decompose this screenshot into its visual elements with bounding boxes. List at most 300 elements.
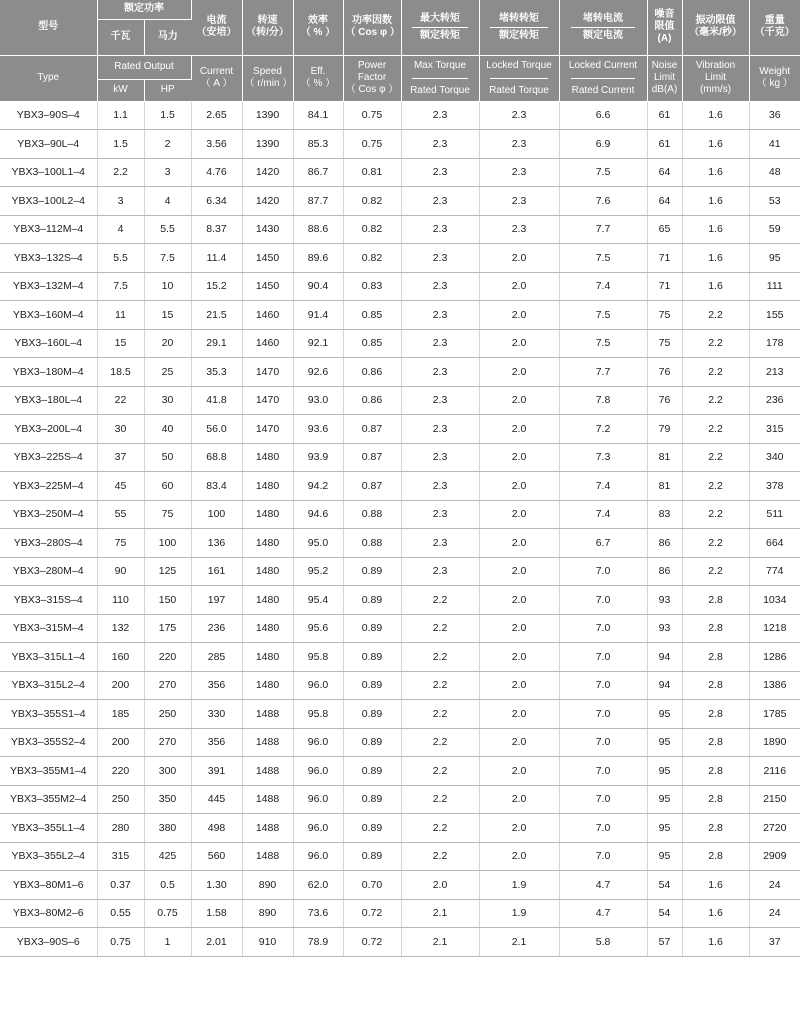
table-row [0,415,800,444]
header-weight-en-text: Weight （ kg ） [756,66,793,89]
cell-locked-torque-ratio: 2.0 [479,472,559,501]
cell-type: YBX3–100L2–4 [0,187,97,216]
cell-max-torque-ratio: 2.3 [401,187,479,216]
cell-locked-torque-ratio: 2.0 [479,500,559,529]
cell-vibration: 1.6 [682,871,749,900]
cell-vibration: 2.2 [682,443,749,472]
cell-type: YBX3–355M2–4 [0,785,97,814]
cell-locked-current-ratio: 7.0 [559,728,647,757]
cell-noise: 71 [647,244,682,273]
cell-locked-current-ratio: 7.0 [559,842,647,871]
cell-vibration: 1.6 [682,130,749,159]
cell-kw: 7.5 [97,272,144,301]
cell-vibration: 2.8 [682,842,749,871]
cell-weight: 48 [749,158,800,187]
cell-speed: 1430 [242,215,293,244]
cell-type: YBX3–90S–4 [0,101,97,130]
header-max-torque-en [401,55,479,101]
cell-kw: 1.5 [97,130,144,159]
cell-kw: 185 [97,700,144,729]
cell-noise: 81 [647,443,682,472]
locked-current-cn-bottom: 额定电流 [583,29,623,41]
cell-noise: 95 [647,700,682,729]
cell-noise: 65 [647,215,682,244]
cell-vibration: 2.8 [682,700,749,729]
cell-locked-torque-ratio: 2.0 [479,814,559,843]
cell-type: YBX3–132M–4 [0,272,97,301]
cell-max-torque-ratio: 2.3 [401,529,479,558]
cell-type: YBX3–180M–4 [0,358,97,387]
table-row [0,187,800,216]
cell-weight: 24 [749,871,800,900]
cell-type: YBX3–225S–4 [0,443,97,472]
cell-kw: 3 [97,187,144,216]
cell-type: YBX3–355L2–4 [0,842,97,871]
cell-current: 68.8 [191,443,242,472]
cell-hp: 1 [144,928,191,957]
cell-eff: 62.0 [293,871,343,900]
cell-current: 4.76 [191,158,242,187]
cell-weight: 2150 [749,785,800,814]
cell-eff: 84.1 [293,101,343,130]
cell-hp: 150 [144,586,191,615]
cell-locked-torque-ratio: 2.0 [479,358,559,387]
cell-locked-current-ratio: 6.6 [559,101,647,130]
cell-power-factor: 0.89 [343,643,401,672]
fraction-line [571,78,636,79]
header-current-cn [191,0,242,55]
cell-weight: 340 [749,443,800,472]
cell-hp: 4 [144,187,191,216]
cell-weight: 95 [749,244,800,273]
table-row [0,557,800,586]
cell-hp: 75 [144,500,191,529]
cell-speed: 1480 [242,472,293,501]
cell-vibration: 1.6 [682,158,749,187]
cell-hp: 20 [144,329,191,358]
cell-speed: 1450 [242,272,293,301]
cell-locked-torque-ratio: 2.0 [479,785,559,814]
cell-locked-torque-ratio: 2.0 [479,700,559,729]
cell-vibration: 2.2 [682,329,749,358]
header-kw-cn: 千瓦 [97,19,144,55]
cell-eff: 96.0 [293,671,343,700]
cell-current: 445 [191,785,242,814]
table-row [0,244,800,273]
cell-weight: 378 [749,472,800,501]
cell-hp: 40 [144,415,191,444]
cell-hp: 3 [144,158,191,187]
table-row [0,899,800,928]
cell-current: 3.56 [191,130,242,159]
cell-eff: 96.0 [293,757,343,786]
cell-locked-current-ratio: 7.0 [559,785,647,814]
cell-type: YBX3–112M–4 [0,215,97,244]
cell-locked-current-ratio: 7.6 [559,187,647,216]
cell-speed: 1488 [242,728,293,757]
cell-noise: 95 [647,785,682,814]
cell-max-torque-ratio: 2.2 [401,785,479,814]
cell-noise: 75 [647,329,682,358]
cell-eff: 90.4 [293,272,343,301]
cell-weight: 111 [749,272,800,301]
cell-type: YBX3–225M–4 [0,472,97,501]
cell-noise: 94 [647,643,682,672]
cell-kw: 18.5 [97,358,144,387]
cell-vibration: 2.8 [682,671,749,700]
cell-eff: 92.6 [293,358,343,387]
cell-noise: 64 [647,158,682,187]
cell-eff: 95.2 [293,557,343,586]
cell-locked-current-ratio: 7.7 [559,215,647,244]
cell-vibration: 1.6 [682,187,749,216]
cell-power-factor: 0.81 [343,158,401,187]
cell-current: 1.30 [191,871,242,900]
cell-hp: 0.5 [144,871,191,900]
cell-vibration: 2.2 [682,358,749,387]
cell-max-torque-ratio: 2.2 [401,728,479,757]
cell-locked-current-ratio: 7.4 [559,272,647,301]
header-vibration-en-text: Vibration Limit (mm/s) [695,60,736,95]
cell-power-factor: 0.75 [343,101,401,130]
table-row [0,158,800,187]
cell-type: YBX3–355L1–4 [0,814,97,843]
max-torque-en-top: Max Torque [413,59,467,71]
header-pf-cn [343,0,401,55]
max-torque-en-bottom: Rated Torque [410,84,470,96]
cell-locked-current-ratio: 7.5 [559,301,647,330]
cell-current: 2.01 [191,928,242,957]
header-max-torque-cn [401,0,479,55]
cell-max-torque-ratio: 2.3 [401,415,479,444]
cell-locked-current-ratio: 4.7 [559,899,647,928]
cell-speed: 1390 [242,101,293,130]
cell-max-torque-ratio: 2.2 [401,700,479,729]
cell-max-torque-ratio: 2.2 [401,814,479,843]
cell-max-torque-ratio: 2.3 [401,557,479,586]
cell-type: YBX3–100L1–4 [0,158,97,187]
cell-type: YBX3–315L2–4 [0,671,97,700]
cell-speed: 1488 [242,842,293,871]
cell-locked-current-ratio: 7.0 [559,643,647,672]
cell-speed: 1470 [242,358,293,387]
cell-vibration: 2.8 [682,814,749,843]
cell-max-torque-ratio: 2.3 [401,386,479,415]
table-row [0,301,800,330]
cell-speed: 1480 [242,500,293,529]
header-eff-cn-text: 效率 （ % ） [300,15,336,39]
cell-vibration: 2.2 [682,386,749,415]
cell-locked-current-ratio: 7.2 [559,415,647,444]
cell-kw: 160 [97,643,144,672]
cell-locked-torque-ratio: 2.0 [479,301,559,330]
cell-locked-current-ratio: 5.8 [559,928,647,957]
cell-speed: 1470 [242,415,293,444]
cell-noise: 76 [647,358,682,387]
header-type-en: Type [0,55,97,101]
cell-current: 21.5 [191,301,242,330]
header-eff-en-text: Eff. （ % ） [300,66,336,89]
cell-vibration: 2.8 [682,643,749,672]
cell-eff: 95.8 [293,643,343,672]
cell-power-factor: 0.89 [343,842,401,871]
cell-speed: 890 [242,899,293,928]
cell-max-torque-ratio: 2.3 [401,472,479,501]
cell-weight: 1286 [749,643,800,672]
cell-kw: 90 [97,557,144,586]
cell-hp: 60 [144,472,191,501]
cell-weight: 2909 [749,842,800,871]
cell-type: YBX3–180L–4 [0,386,97,415]
header-current-en-text: Current （ A ） [199,66,234,89]
cell-locked-torque-ratio: 2.0 [479,671,559,700]
header-speed-en [242,55,293,101]
cell-eff: 96.0 [293,842,343,871]
header-speed-en-text: Speed （ r/min ） [244,66,293,89]
cell-kw: 0.75 [97,928,144,957]
cell-locked-torque-ratio: 2.0 [479,415,559,444]
cell-vibration: 1.6 [682,928,749,957]
cell-vibration: 1.6 [682,101,749,130]
locked-current-cn-top: 堵转电流 [583,12,623,24]
cell-locked-torque-ratio: 2.0 [479,329,559,358]
cell-max-torque-ratio: 2.3 [401,358,479,387]
table-row [0,614,800,643]
cell-power-factor: 0.70 [343,871,401,900]
max-torque-cn-bottom: 额定转矩 [420,29,460,41]
cell-current: 11.4 [191,244,242,273]
cell-power-factor: 0.85 [343,329,401,358]
cell-locked-current-ratio: 7.5 [559,158,647,187]
cell-speed: 1480 [242,643,293,672]
table-row [0,871,800,900]
locked-torque-en-bottom: Rated Torque [489,84,549,96]
cell-power-factor: 0.83 [343,272,401,301]
cell-speed: 910 [242,928,293,957]
cell-hp: 50 [144,443,191,472]
cell-power-factor: 0.89 [343,700,401,729]
cell-max-torque-ratio: 2.2 [401,586,479,615]
cell-locked-torque-ratio: 2.0 [479,643,559,672]
cell-current: 1.58 [191,899,242,928]
cell-noise: 86 [647,529,682,558]
cell-weight: 315 [749,415,800,444]
cell-eff: 78.9 [293,928,343,957]
cell-noise: 81 [647,472,682,501]
cell-current: 136 [191,529,242,558]
cell-locked-torque-ratio: 2.0 [479,386,559,415]
cell-locked-current-ratio: 7.0 [559,814,647,843]
cell-max-torque-ratio: 2.2 [401,614,479,643]
cell-max-torque-ratio: 2.1 [401,928,479,957]
cell-weight: 511 [749,500,800,529]
cell-weight: 178 [749,329,800,358]
cell-weight: 1034 [749,586,800,615]
cell-weight: 1218 [749,614,800,643]
cell-current: 15.2 [191,272,242,301]
cell-vibration: 2.2 [682,301,749,330]
cell-speed: 1488 [242,814,293,843]
table-row [0,215,800,244]
cell-locked-torque-ratio: 2.0 [479,443,559,472]
fraction-line [412,78,469,79]
cell-locked-current-ratio: 4.7 [559,871,647,900]
cell-noise: 64 [647,187,682,216]
max-torque-cn-top: 最大转矩 [420,12,460,24]
header-noise-cn-text: 噪音 限值 (A) [654,9,675,45]
cell-locked-current-ratio: 7.7 [559,358,647,387]
cell-locked-current-ratio: 7.4 [559,500,647,529]
header-noise-cn [647,0,682,55]
header-speed-cn [242,0,293,55]
cell-hp: 270 [144,671,191,700]
cell-weight: 37 [749,928,800,957]
cell-power-factor: 0.89 [343,586,401,615]
cell-speed: 1480 [242,557,293,586]
cell-kw: 0.55 [97,899,144,928]
cell-weight: 41 [749,130,800,159]
cell-max-torque-ratio: 2.3 [401,500,479,529]
cell-hp: 270 [144,728,191,757]
cell-eff: 96.0 [293,785,343,814]
cell-speed: 1480 [242,614,293,643]
cell-locked-torque-ratio: 2.0 [479,529,559,558]
header-speed-cn-text: 转速 （转/分） [246,15,289,39]
cell-type: YBX3–80M2–6 [0,899,97,928]
cell-power-factor: 0.86 [343,386,401,415]
cell-max-torque-ratio: 2.3 [401,272,479,301]
cell-hp: 175 [144,614,191,643]
header-rated-output-cn: 额定功率 [97,0,191,19]
cell-kw: 200 [97,728,144,757]
cell-noise: 61 [647,101,682,130]
table-row [0,272,800,301]
cell-hp: 300 [144,757,191,786]
cell-eff: 94.6 [293,500,343,529]
cell-locked-current-ratio: 7.0 [559,700,647,729]
cell-max-torque-ratio: 2.2 [401,842,479,871]
cell-noise: 71 [647,272,682,301]
fraction-line [490,27,549,28]
header-locked-current-en [559,55,647,101]
cell-speed: 1470 [242,386,293,415]
cell-type: YBX3–132S–4 [0,244,97,273]
cell-eff: 92.1 [293,329,343,358]
cell-locked-torque-ratio: 2.0 [479,728,559,757]
cell-current: 29.1 [191,329,242,358]
cell-current: 330 [191,700,242,729]
cell-locked-torque-ratio: 2.0 [479,244,559,273]
cell-kw: 5.5 [97,244,144,273]
cell-eff: 95.6 [293,614,343,643]
cell-eff: 86.7 [293,158,343,187]
cell-type: YBX3–160L–4 [0,329,97,358]
cell-hp: 220 [144,643,191,672]
cell-power-factor: 0.72 [343,928,401,957]
cell-current: 285 [191,643,242,672]
cell-locked-torque-ratio: 2.0 [479,586,559,615]
cell-hp: 380 [144,814,191,843]
cell-locked-current-ratio: 7.0 [559,757,647,786]
header-weight-cn [749,0,800,55]
cell-locked-torque-ratio: 2.3 [479,130,559,159]
header-locked-torque-cn [479,0,559,55]
cell-locked-torque-ratio: 2.0 [479,842,559,871]
fraction-line [571,27,636,28]
cell-weight: 774 [749,557,800,586]
cell-current: 391 [191,757,242,786]
cell-noise: 54 [647,871,682,900]
cell-eff: 93.6 [293,415,343,444]
cell-type: YBX3–355S1–4 [0,700,97,729]
cell-type: YBX3–315M–4 [0,614,97,643]
cell-locked-current-ratio: 7.3 [559,443,647,472]
cell-max-torque-ratio: 2.3 [401,443,479,472]
cell-vibration: 2.8 [682,614,749,643]
cell-hp: 0.75 [144,899,191,928]
cell-hp: 15 [144,301,191,330]
cell-locked-torque-ratio: 2.0 [479,757,559,786]
cell-power-factor: 0.89 [343,614,401,643]
cell-power-factor: 0.87 [343,472,401,501]
cell-hp: 5.5 [144,215,191,244]
header-vibration-cn [682,0,749,55]
table-row [0,130,800,159]
cell-locked-torque-ratio: 2.1 [479,928,559,957]
table-row [0,358,800,387]
cell-type: YBX3–280S–4 [0,529,97,558]
cell-power-factor: 0.89 [343,728,401,757]
table-row [0,814,800,843]
cell-locked-torque-ratio: 2.3 [479,187,559,216]
cell-eff: 94.2 [293,472,343,501]
cell-speed: 1480 [242,443,293,472]
cell-power-factor: 0.89 [343,757,401,786]
cell-current: 8.37 [191,215,242,244]
cell-noise: 95 [647,842,682,871]
locked-torque-en-top: Locked Torque [486,59,552,71]
cell-hp: 125 [144,557,191,586]
cell-noise: 61 [647,130,682,159]
cell-noise: 79 [647,415,682,444]
cell-locked-torque-ratio: 2.3 [479,101,559,130]
cell-eff: 95.0 [293,529,343,558]
header-weight-en [749,55,800,101]
cell-eff: 93.9 [293,443,343,472]
cell-vibration: 1.6 [682,244,749,273]
table-row [0,728,800,757]
cell-max-torque-ratio: 2.2 [401,757,479,786]
cell-locked-current-ratio: 6.9 [559,130,647,159]
cell-vibration: 2.8 [682,586,749,615]
cell-kw: 132 [97,614,144,643]
cell-max-torque-ratio: 2.3 [401,301,479,330]
cell-kw: 4 [97,215,144,244]
cell-power-factor: 0.87 [343,415,401,444]
cell-type: YBX3–200L–4 [0,415,97,444]
cell-hp: 425 [144,842,191,871]
cell-vibration: 2.2 [682,500,749,529]
table-row [0,443,800,472]
cell-locked-current-ratio: 6.7 [559,529,647,558]
cell-locked-torque-ratio: 2.3 [479,158,559,187]
cell-eff: 89.6 [293,244,343,273]
cell-locked-current-ratio: 7.0 [559,614,647,643]
cell-vibration: 1.6 [682,899,749,928]
cell-current: 83.4 [191,472,242,501]
cell-speed: 1460 [242,301,293,330]
cell-hp: 2 [144,130,191,159]
